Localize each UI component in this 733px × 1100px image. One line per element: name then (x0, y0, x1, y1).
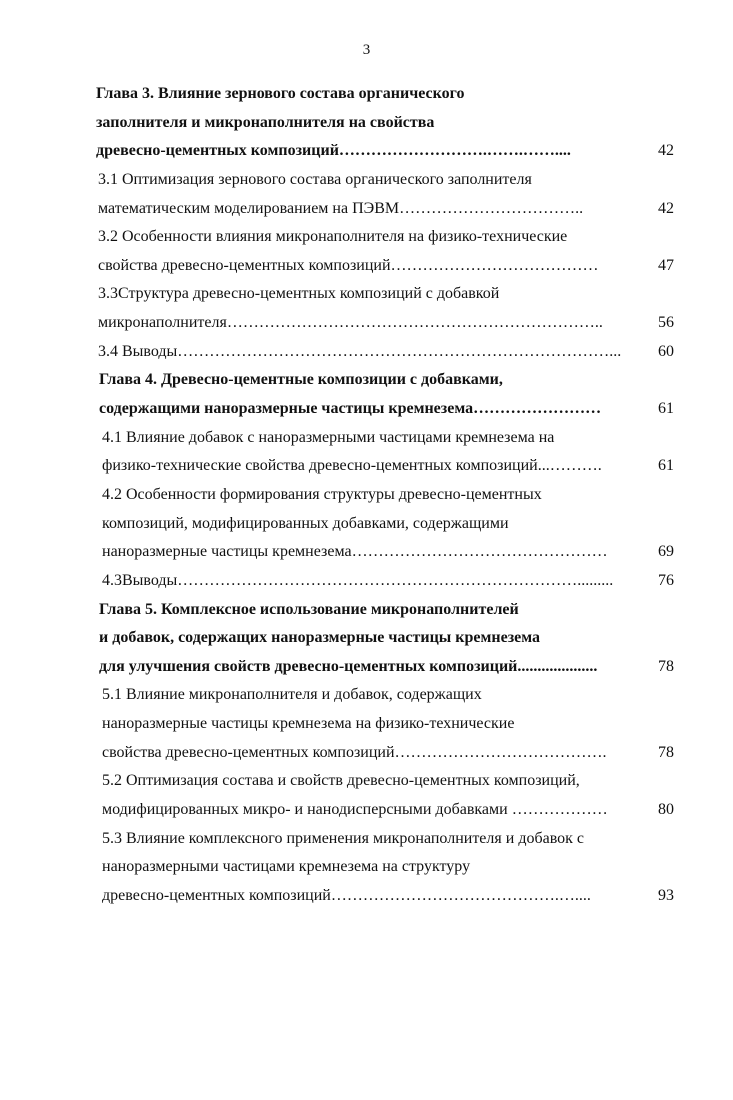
toc-page-number: 42 (658, 142, 674, 160)
toc-line: 5.2 Оптимизация состава и свойств древесно-цементных композиций, (102, 772, 580, 790)
toc-line: свойства древесно-цементных композиций…………………………………. (102, 743, 607, 761)
table-of-contents (96, 80, 674, 911)
toc-entry-section-4-2 (96, 481, 674, 567)
toc-line: для улучшения свойств древесно-цементных композиций.................... (99, 657, 598, 675)
toc-line: наноразмерные частицы кремнезема………………………………………… (102, 543, 608, 561)
toc-page-number: 47 (658, 256, 674, 274)
toc-line: Глава 5. Комплексное использование микронаполнителей (99, 600, 519, 618)
toc-line: 4.2 Особенности формирования структуры древесно-цементных (102, 485, 542, 503)
toc-line: 3.3Структура древесно-цементных композиций с добавкой (98, 285, 500, 303)
toc-line: свойства древесно-цементных композиций………………………………… (98, 256, 599, 274)
page-number: 3 (362, 42, 371, 58)
toc-line: Глава 4. Древесно-цементные композиции с добавками, (99, 371, 503, 389)
toc-line: 4.3Выводы…………………………………………………………………......... (102, 571, 614, 589)
toc-page-number: 93 (658, 886, 674, 904)
toc-entry-section-4-3 (96, 567, 674, 596)
toc-entry-chapter-4 (96, 366, 674, 423)
toc-entry-section-5-1 (96, 681, 674, 767)
toc-entry-section-3-3 (96, 280, 674, 337)
toc-entry-chapter-5 (96, 596, 674, 682)
toc-line: наноразмерными частицами кремнезема на структуру (102, 858, 471, 876)
toc-line: Глава 3. Влияние зернового состава органического (96, 85, 465, 102)
toc-line: 3.4 Выводы………………………………………………………………………... (98, 342, 622, 360)
toc-line: заполнителя и микронаполнителя на свойства (96, 113, 435, 131)
toc-line: 4.1 Влияние добавок с наноразмерными частицами кремнезема на (102, 428, 555, 446)
toc-entry-section-4-1 (96, 424, 674, 481)
toc-page-number: 78 (658, 657, 674, 675)
toc-page-number: 42 (658, 199, 674, 217)
toc-line: композиций, модифицированных добавками, содержащими (102, 514, 509, 532)
toc-page-number: 60 (658, 342, 674, 360)
toc-line: модифицированных микро- и нанодисперсными добавками ……………… (102, 801, 608, 819)
toc-page-number: 61 (658, 400, 674, 418)
toc-line: 5.3 Влияние комплексного применения микронаполнителя и добавок с (102, 829, 585, 847)
toc-entry-section-5-3 (96, 825, 674, 911)
toc-line: наноразмерные частицы кремнезема на физико-технические (102, 715, 515, 733)
toc-entry-section-3-4 (96, 338, 674, 367)
toc-line: микронаполнителя…………………………………………………………….. (98, 314, 603, 332)
toc-line: 3.2 Особенности влияния микронаполнителя на физико-технические (98, 228, 568, 246)
toc-page-number: 61 (658, 457, 674, 475)
toc-entry-section-3-2 (96, 223, 674, 280)
toc-entry-section-3-1 (96, 166, 674, 223)
toc-line: 5.1 Влияние микронаполнителя и добавок, содержащих (102, 686, 482, 704)
toc-line: древесно-цементных композиций…………………………………….….... (102, 886, 591, 904)
toc-page-number: 78 (658, 743, 674, 761)
toc-page-number: 56 (658, 314, 674, 332)
toc-page-number: 80 (658, 801, 674, 819)
toc-line: 3.1 Оптимизация зернового состава органического заполнителя (98, 170, 532, 188)
toc-line: физико-технические свойства древесно-цементных композиций...………. (102, 457, 602, 475)
toc-entry-section-5-2 (96, 767, 674, 824)
toc-line: и добавок, содержащих наноразмерные частицы кремнезема (99, 629, 541, 647)
toc-page-number: 76 (658, 571, 674, 589)
toc-line: математическим моделированием на ПЭВМ…………………………….. (98, 199, 584, 217)
toc-entry-chapter-3 (96, 80, 674, 166)
toc-line: древесно-цементных композиций……………………….…….…….... (96, 142, 571, 160)
toc-line: содержащими наноразмерные частицы кремнезема…………………… (99, 400, 602, 418)
toc-page-number: 69 (658, 543, 674, 561)
